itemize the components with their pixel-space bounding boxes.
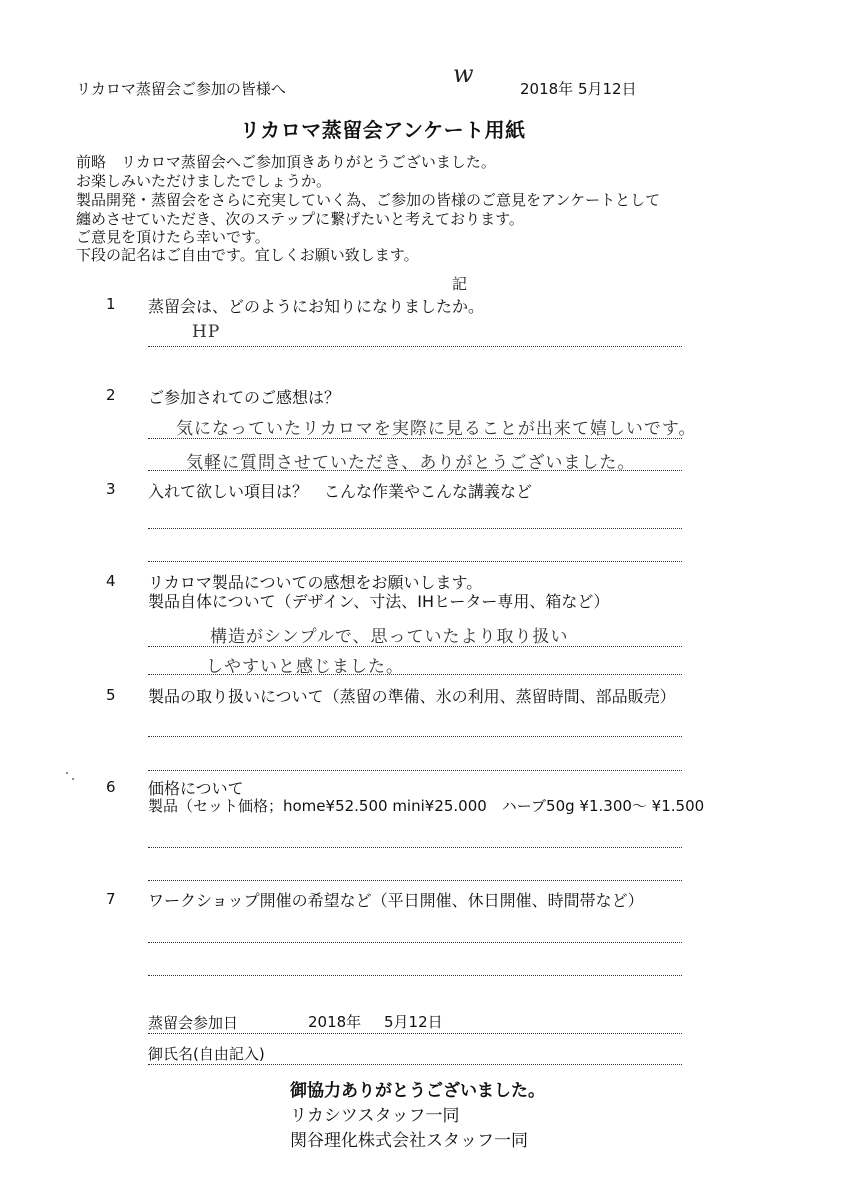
- intro-line: お楽しみいただけましたでしょうか。: [76, 172, 332, 190]
- handwritten-answer: 気軽に質問させていただき、ありがとうございました。: [186, 453, 636, 473]
- handwritten-mark: w: [453, 60, 474, 88]
- staff-line: リカシツスタッフ一同: [290, 1106, 460, 1126]
- question-text: ワークショップ開催の希望など（平日開催、休日開催、時間帯など）: [148, 891, 644, 910]
- answer-line: [148, 1064, 682, 1065]
- intro-line: 前略 リカロマ蒸留会へご参加頂きありがとうございました。: [76, 153, 496, 171]
- question-text: ご参加されてのご感想は？: [148, 388, 341, 407]
- answer-line: [148, 346, 682, 347]
- question-subtext: 製品自体について（デザイン、寸法、IHヒーター専用、箱など）: [148, 592, 610, 611]
- header-date: 2018年 5月12日: [520, 80, 637, 98]
- question-number: 6: [106, 778, 116, 796]
- answer-line: [148, 674, 682, 675]
- answer-line: [148, 1033, 682, 1034]
- answer-line: [148, 528, 682, 529]
- question-number: 7: [106, 890, 116, 908]
- answer-line: [148, 975, 682, 976]
- handwritten-answer: しやすいと感じました。: [206, 657, 404, 677]
- thanks-line: 御協力ありがとうございました。: [290, 1081, 545, 1101]
- answer-line: [148, 770, 682, 771]
- answer-line: [148, 847, 682, 848]
- answer-line: [148, 942, 682, 943]
- question-text: 蒸留会は、どのようにお知りになりましたか。: [148, 297, 485, 316]
- answer-line: [148, 736, 682, 737]
- question-number: 5: [106, 686, 116, 704]
- intro-line: 纏めさせていただき、次のステップに繋げたいと考えております。: [76, 210, 524, 228]
- question-text: 価格について: [148, 779, 244, 798]
- date-label: 蒸留会参加日: [148, 1014, 239, 1032]
- answer-line: [148, 646, 682, 647]
- recipient-line: リカロマ蒸留会ご参加の皆様へ: [76, 80, 286, 98]
- answer-line: [148, 561, 682, 562]
- name-label: 御氏名(自由記入): [148, 1045, 265, 1063]
- intro-line: 下段の記名はご自由です。宜しくお願い致します。: [76, 246, 419, 264]
- intro-line: ご意見を頂けたら幸いです。: [76, 228, 270, 246]
- question-text: リカロマ製品についての感想をお願いします。: [148, 573, 483, 592]
- handwritten-answer: 気になっていたリカロマを実際に見ることが出来て嬉しいです。: [176, 419, 697, 439]
- staff-line: 関谷理化株式会社スタッフ一同: [290, 1131, 528, 1151]
- page-title: リカロマ蒸留会アンケート用紙: [240, 118, 526, 142]
- date-day: 5月12日: [384, 1013, 443, 1031]
- ki-label: 記: [452, 275, 468, 293]
- question-text: 製品の取り扱いについて（蒸留の準備、氷の利用、蒸留時間、部品販売）: [148, 687, 676, 706]
- answer-line: [148, 438, 682, 439]
- intro-line: 製品開発・蒸留会をさらに充実していく為、ご参加の皆様のご意見をアンケートとして: [76, 191, 661, 209]
- date-year: 2018年: [308, 1013, 362, 1031]
- question-number: 1: [106, 295, 116, 313]
- answer-line: [148, 470, 682, 471]
- question-text: 入れて欲しい項目は？ こんな作業やこんな講義など: [148, 482, 533, 501]
- scan-speck: [72, 778, 74, 780]
- answer-line: [148, 880, 682, 881]
- handwritten-answer: 構造がシンプルで、思っていたより取り扱い: [210, 627, 569, 647]
- handwritten-answer: HP: [192, 322, 221, 342]
- question-subtext: 製品（セット価格；home¥52.500 mini¥25.000 ハーブ50g ¥1.300～ ¥1.500: [148, 797, 705, 815]
- question-number: 4: [106, 572, 116, 590]
- question-number: 2: [106, 386, 116, 404]
- scan-speck: [66, 772, 68, 774]
- question-number: 3: [106, 480, 116, 498]
